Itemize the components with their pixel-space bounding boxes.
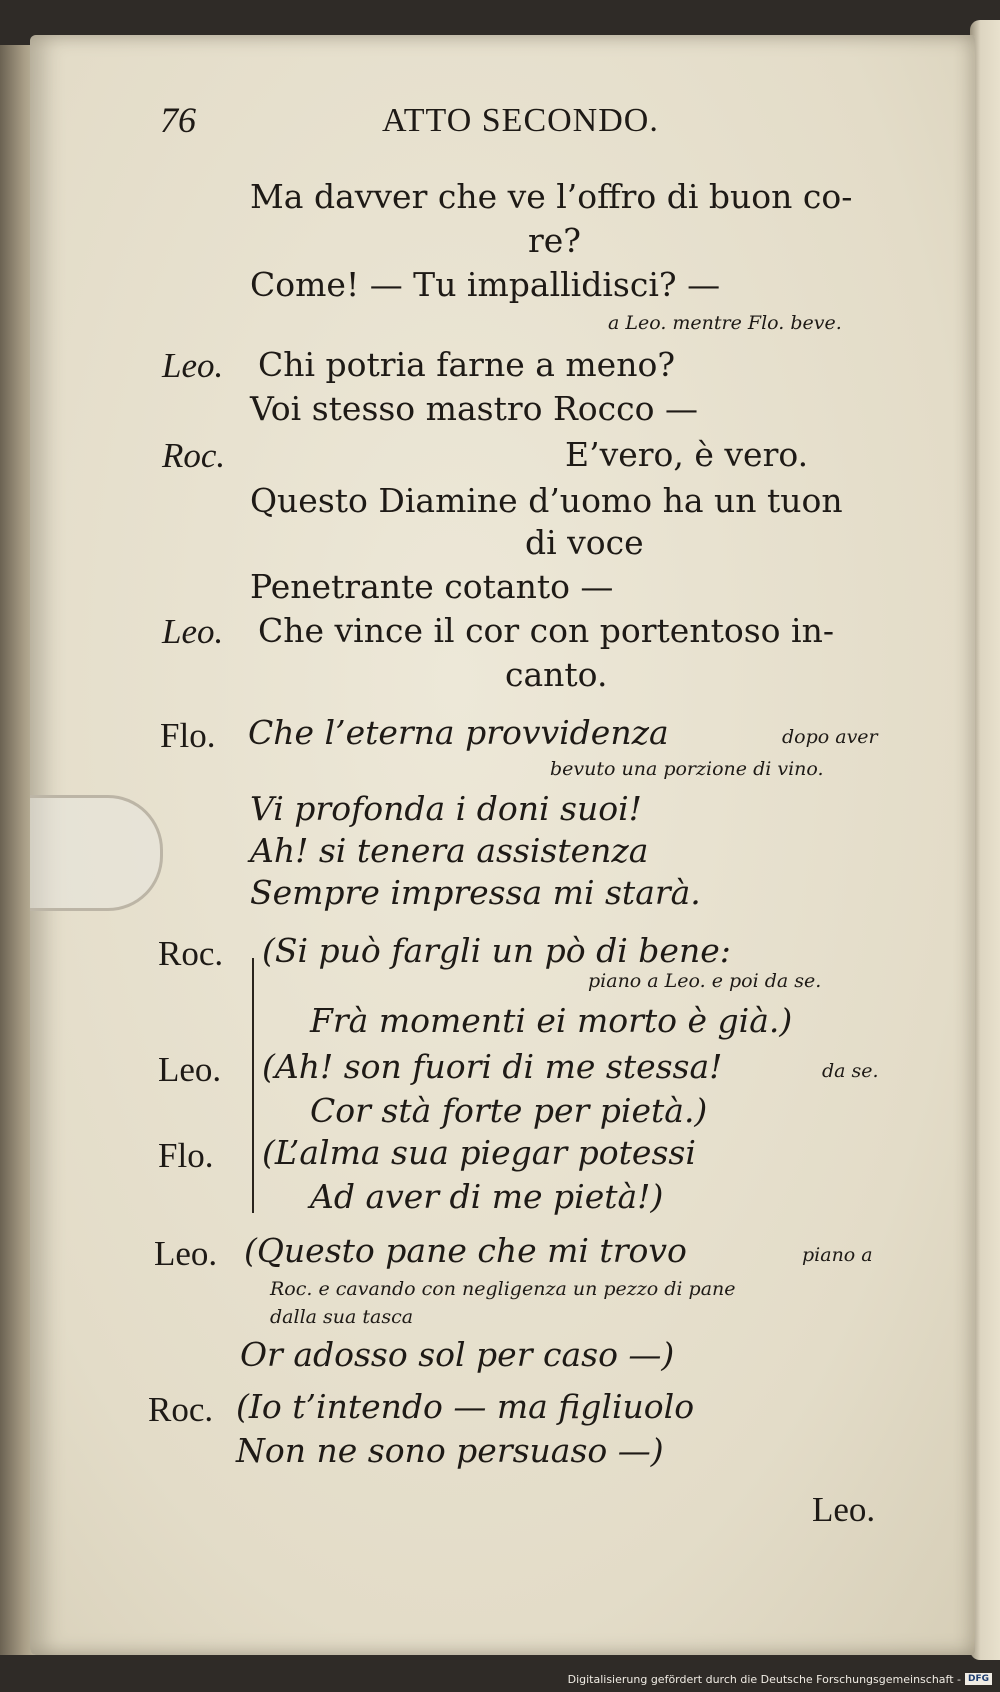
text-line: re? bbox=[528, 221, 581, 260]
speaker-label: Roc. bbox=[162, 436, 226, 475]
sung-line: (Io t’intendo — ma figliuolo bbox=[236, 1387, 695, 1426]
text-line: canto. bbox=[505, 655, 608, 694]
speaker-label: Leo. bbox=[158, 1050, 222, 1089]
text-line: Come! — Tu impallidisci? — bbox=[250, 265, 721, 304]
sung-line: Or adosso sol per caso —) bbox=[240, 1335, 675, 1374]
dfg-logo: DFG bbox=[965, 1673, 992, 1685]
page-number: 76 bbox=[160, 100, 196, 140]
catchword: Leo. bbox=[812, 1490, 876, 1529]
stage-direction: piano a bbox=[802, 1244, 873, 1266]
speaker-label: Flo. bbox=[158, 1136, 214, 1175]
text-line: di voce bbox=[525, 523, 644, 562]
sung-line: Sempre impressa mi starà. bbox=[250, 873, 701, 912]
text-line: Chi potria farne a meno? bbox=[258, 345, 676, 384]
stage-direction: da se. bbox=[822, 1060, 879, 1082]
sung-line: Vi profonda i doni suoi! bbox=[250, 789, 642, 828]
sung-line: Non ne sono persuaso —) bbox=[236, 1431, 664, 1470]
sung-line: Cor stà forte per pietà.) bbox=[310, 1091, 708, 1130]
digitization-credit bbox=[568, 1669, 992, 1689]
speaker-label: Roc. bbox=[158, 934, 224, 973]
stage-direction: dalla sua tasca bbox=[270, 1306, 414, 1328]
text-line: Che vince il cor con portentoso in- bbox=[258, 611, 834, 650]
stage-direction: a Leo. mentre Flo. beve. bbox=[608, 312, 842, 334]
stage-direction: bevuto una porzione di vino. bbox=[550, 758, 824, 780]
stage-direction: Roc. e cavando con negligenza un pezzo di pane bbox=[270, 1278, 736, 1300]
text-line: Ma davver che ve l’offro di buon co- bbox=[250, 177, 853, 216]
sung-line: (Questo pane che mi trovo bbox=[244, 1231, 687, 1270]
sung-line: Che l’eterna provvidenza bbox=[248, 713, 669, 752]
text-line: E’vero, è vero. bbox=[565, 435, 809, 474]
text-line: Questo Diamine d’uomo ha un tuon bbox=[250, 481, 843, 520]
credit-text: Digitalisierung gefördert durch die Deutsche Forschungsgemeinschaft - bbox=[567, 1672, 961, 1686]
speaker-label: Leo. bbox=[154, 1234, 218, 1273]
speaker-label: Flo. bbox=[160, 716, 216, 755]
sung-line: Ad aver di me pietà!) bbox=[310, 1177, 664, 1216]
sung-line: (Si può fargli un pò di bene: bbox=[262, 931, 731, 970]
sung-line: (Ah! son fuori di me stessa! bbox=[262, 1047, 723, 1086]
sung-line: (L’alma sua piegar potessi bbox=[262, 1133, 696, 1172]
sung-line: Frà momenti ei morto è già.) bbox=[310, 1001, 793, 1040]
bookmark-clip bbox=[30, 795, 163, 911]
stage-direction: dopo aver bbox=[782, 726, 878, 748]
sung-line: Ah! si tenera assistenza bbox=[250, 831, 649, 870]
speaker-label: Roc. bbox=[148, 1390, 214, 1429]
speaker-label: Leo. bbox=[162, 346, 224, 385]
running-title: ATTO SECONDO. bbox=[382, 102, 659, 139]
stage-direction: piano a Leo. e poi da se. bbox=[588, 970, 822, 992]
text-line: Voi stesso mastro Rocco — bbox=[250, 389, 698, 428]
text-line: Penetrante cotanto — bbox=[250, 567, 614, 606]
speaker-label: Leo. bbox=[162, 612, 224, 651]
